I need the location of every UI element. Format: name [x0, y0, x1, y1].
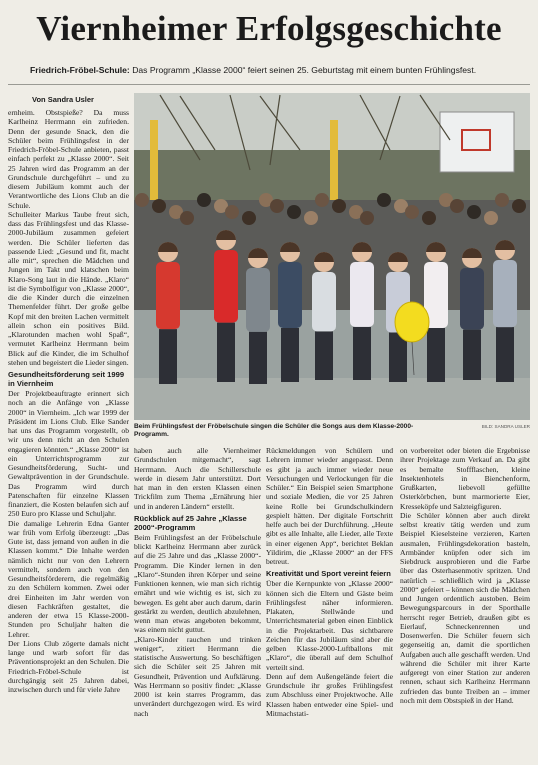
paragraph: Beim Frühlingsfest an der Fröbelschule blickt Karlheinz Herrmann aber zurück auf die 25 Jahre und das „Klasse 2000“-Programm. Die Kinder lernen in den „Klaro“-Stunden ihren Körper und seine Funktionen kennen, wie man sich richtig ernährt und wie wichtig es ist, sich zu bewegen. Es geht aber auch darum, darin gestärkt zu werden, deutlich abzulehnen, wenn man etwas angeboten bekommt, was einem nicht guttut.	[134, 532, 261, 635]
child-figure	[246, 248, 270, 384]
paragraph: Die damalige Lehrerin Edna Ganter war früh vom Erfolg überzeugt: „Das Gute ist, dass jemand von außen in die Klassen kommt.“ Die Inhalte werden nämlich nicht nur von den Lehrern vermittelt, sondern auch von den Gesundheitsförderern, die regelmäßig zu den Schülern kommen. Zwei oder drei Einheiten im Jahr werden von diesen Fachkräften gestaltet, die anderen der etwa 15 Klasse-2000-Stunden pro Schuljahr halten die Lehrer.	[8, 518, 129, 639]
crowd-person-head	[422, 211, 436, 225]
basketball-backboard	[440, 112, 514, 172]
byline: Von Sandra Usler	[32, 95, 94, 104]
headline: Viernheimer Erfolgsgeschichte	[36, 9, 502, 48]
crowd-person-head	[332, 199, 346, 213]
paragraph: ernheim. Obstspieße? Da muss Karlheinz Herrmann ein zufrieden. Denn der gesunde Snack, den die Schüler beim Frühlingsfest in der Friedrich-Fröbel-Schule anbieten, passt einfach perfekt zu „Klasse 2000“. Seit 25 Jahren wird das Programm an der Grundschule durchgeführt – und zu diesem Jubiläum kommt auch der Verantwortliche des Lions Club an die Schule.	[8, 108, 129, 210]
subheadline	[30, 65, 530, 76]
paragraph: Denn auf dem Außengelände feiert die Grundschule ihr großes Frühlingsfest zum Abschluss einer Projektwoche. Alle Klassen haben entweder eine Spiel- und Mitmachstati-	[266, 671, 393, 718]
crowd-person-head	[180, 211, 194, 225]
crowd-person-head	[450, 199, 464, 213]
child-figure	[156, 242, 180, 384]
paragraph: Schulleiter Markus Taube freut sich, dass das Frühlingsfest und das Klasse-2000-Jubiläum zusammen gefeiert werden. Die Schüler lieferten das passende Lied: „Gesund und fit, macht alle mit“, sprechen die Mädchen und Jungen im Takt und klatschen beim Klaro-Song laut in die Hände. „Klaro“ ist die Symbolfigur von „Klasse 2000“, die die Kinder durch die einzelnen Themenfelder führt. Der große gelbe Kopf mit den breiten Lachen vermittelt allein schon ein positives Bild. „Klarotunden machen wohl Spaß“, vermutet Karlheinz Herrmann beim Blick auf die Kinder, die im Schulhof stehen und begeistert die Lieder singen.	[8, 209, 129, 367]
paragraph: Über die Kernpunkte von „Klasse 2000“ können sich die Eltern und Gäste beim Frühlingsfest näher informieren. Plakaten, Stellwände und Unterrichtsmaterial geben einen Einblick in die Projektarbeit. Das sichtbarere Zeichen für das Jubiläum sind aber die gelben Klasse-2000-Luftballons mit „Klaro“, die überall auf dem Schulhof verteilt sind.	[266, 579, 393, 672]
crowd-person-head	[152, 199, 166, 213]
paragraph: Der Lions Club zögerte damals nicht lange und warb sofort für das Präventionsprojekt an den Schulen. Die Friedrich-Fröbel-Schule ist durchgängig seit 25 Jahren dabei, inzwischen durch und für viele Jahre	[8, 638, 129, 694]
paragraph: „Klaro-Kinder rauchen und trinken weniger“, zitiert Herrmann die statistische Auswertung. So beschäftigen sich die Schüler seit 25 Jahren mit Gesundheit, Prävention und Aufklärung. Was Herrmann so positiv findet: „Klasse 2000 ist kein starres Programm, das unverändert durchgezogen wird. Es wird nach	[134, 634, 261, 718]
crowd-person-head	[270, 199, 284, 213]
article-column-2	[134, 446, 261, 758]
crowd-person-head	[467, 205, 481, 219]
section-heading: Rückblick auf 25 Jahre „Klasse 2000“-Programm	[134, 513, 247, 532]
crowd-person-head	[495, 193, 509, 207]
child-figure	[214, 230, 238, 382]
crowd-person-head	[287, 205, 301, 219]
article-column-1	[8, 108, 129, 758]
crowd-person-head	[405, 205, 419, 219]
crowd-person-head	[484, 211, 498, 225]
crowd-person-head	[512, 199, 526, 213]
subheadline-text: Das Programm „Klasse 2000“ feiert seinen 25. Geburtstag mit einem bunten Frühlingsfest.	[132, 65, 477, 75]
photo-credit: BILD: SANDRA USLER	[481, 424, 530, 429]
child-figure	[424, 242, 448, 382]
crowd-person-head	[225, 205, 239, 219]
crowd-person-head	[135, 193, 149, 207]
section-heading: Kreativität und Sport vereint feiern	[266, 569, 391, 579]
balloon-string	[412, 342, 414, 375]
paragraph: Der Projektbeauftragte erinnert sich noch an die Anfänge von „Klasse 2000“ in Viernheim. „Ich war 1999 der Präsident im Lions Club. Elke Sander hat uns das Programm vorgestellt, ob wir uns denn nicht an den Schulen engagieren könnten.“ „Klasse 2000“ ist ein Unterrichtsprogramm zur Gesundheitsförderung, Sucht- und Gewaltprävention in der Grundschule. Das Programm wird durch Patenschaften für einzelne Klassen finanziert, die Kosten belaufen sich auf 250 Euro pro Klasse und Schuljahr.	[8, 389, 129, 519]
child-figure	[350, 242, 374, 380]
article-photo	[134, 93, 530, 420]
paragraph: on vorbereitet oder bieten die Ergebnisse ihrer Projektage zum Verkauf an. Da gibt es bemalte Stoffflaschen, kleine Insektenhotels in Bienchenform, Grußkarten, liebevoll gefüllte Osterkörbchen, bunt marmorierte Eier, Kresseköpfe und Salzteigfiguren.	[400, 446, 530, 511]
child-figure	[278, 242, 302, 382]
paragraph: Rückmeldungen von Schülern und Lehrern immer wieder angepasst. Denn es gibt ja auch immer wieder neue Versuchungen und Verlockungen für die Schüler.“ Ein Beispiel seien Smartphone und soziale Medien, die vor 25 Jahren keine Rolle bei Grundschulkindern gespielt hätten. Der digitale Fortschritt helfe auch bei der Durchführung. „Heute gibt es alle Inhalte, alle Lieder, alle Texte in einer eigenen App“, berichtet Beklan Yildirim, die „Klasse 2000“ an der FFS betreut.	[266, 446, 393, 566]
child-figure	[493, 240, 517, 382]
yellow-balloon	[395, 302, 429, 342]
crowd-person-head	[197, 193, 211, 207]
article-column-3	[266, 446, 393, 758]
article-column-4	[400, 446, 530, 758]
photo-caption: Beim Frühlingsfest der Fröbelschule singen die Schüler die Songs aus dem Klasse-2000-Programm.	[134, 423, 414, 438]
yellow-pillar	[330, 120, 338, 200]
schoolyard-photo-image	[134, 93, 530, 420]
section-heading: Gesundheitsförderung seit 1999 in Viernheim	[8, 370, 125, 388]
yellow-pillar	[150, 120, 158, 200]
divider-top	[8, 84, 530, 85]
crowd-person-head	[360, 211, 374, 225]
subheadline-lead: Friedrich-Fröbel-Schule:	[30, 65, 130, 75]
schoolyard-ground	[134, 378, 530, 420]
paragraph: Die Schüler können aber auch direkt selbst kreativ tätig werden und zum Beispiel Kieselsteine verzieren, Karten ausmalen, Frühlingsdekoration basteln, Armbänder knüpfen oder sich im Siebdruck ausprobieren und die Farbe über das Osterhasenmotiv spritzen. Und natürlich – schließlich wird ja „Klasse 2000“ gefeiert – können sich die Mädchen und Jungen ordentlich austoben. Beim Bewegungsparcours in der Sporthalle herrscht reger Betrieb, draußen gibt es Eierlauf, Schneckenrennen und Dosenwerfen. Die Schüler feuern sich gegenseitig an, damit die sportlichen Aufgaben auch alle geschafft werden. Und während die Schüler mit ihrer Karte aufgeregt von einer Station zur anderen rennen, schaut sich Karlheinz Herrmann zufrieden das bunte Treiben an – immer noch mit dem Obstspieß in der Hand.	[400, 510, 530, 705]
crowd-person-head	[242, 211, 256, 225]
paragraph: haben auch alle Viernheimer Grundschulen mitgemacht“, sagt Herrmann. Auch die Schillerschule werde in diesem Jahr unterstützt. Dort hat man in den ersten Klassen einen Trickfilm zum Thema „Ernährung hier und in anderen Ländern“ erstellt.	[134, 446, 261, 511]
crowd-person-head	[304, 211, 318, 225]
crowd-person-head	[377, 193, 391, 207]
crowd-person-head	[315, 193, 329, 207]
